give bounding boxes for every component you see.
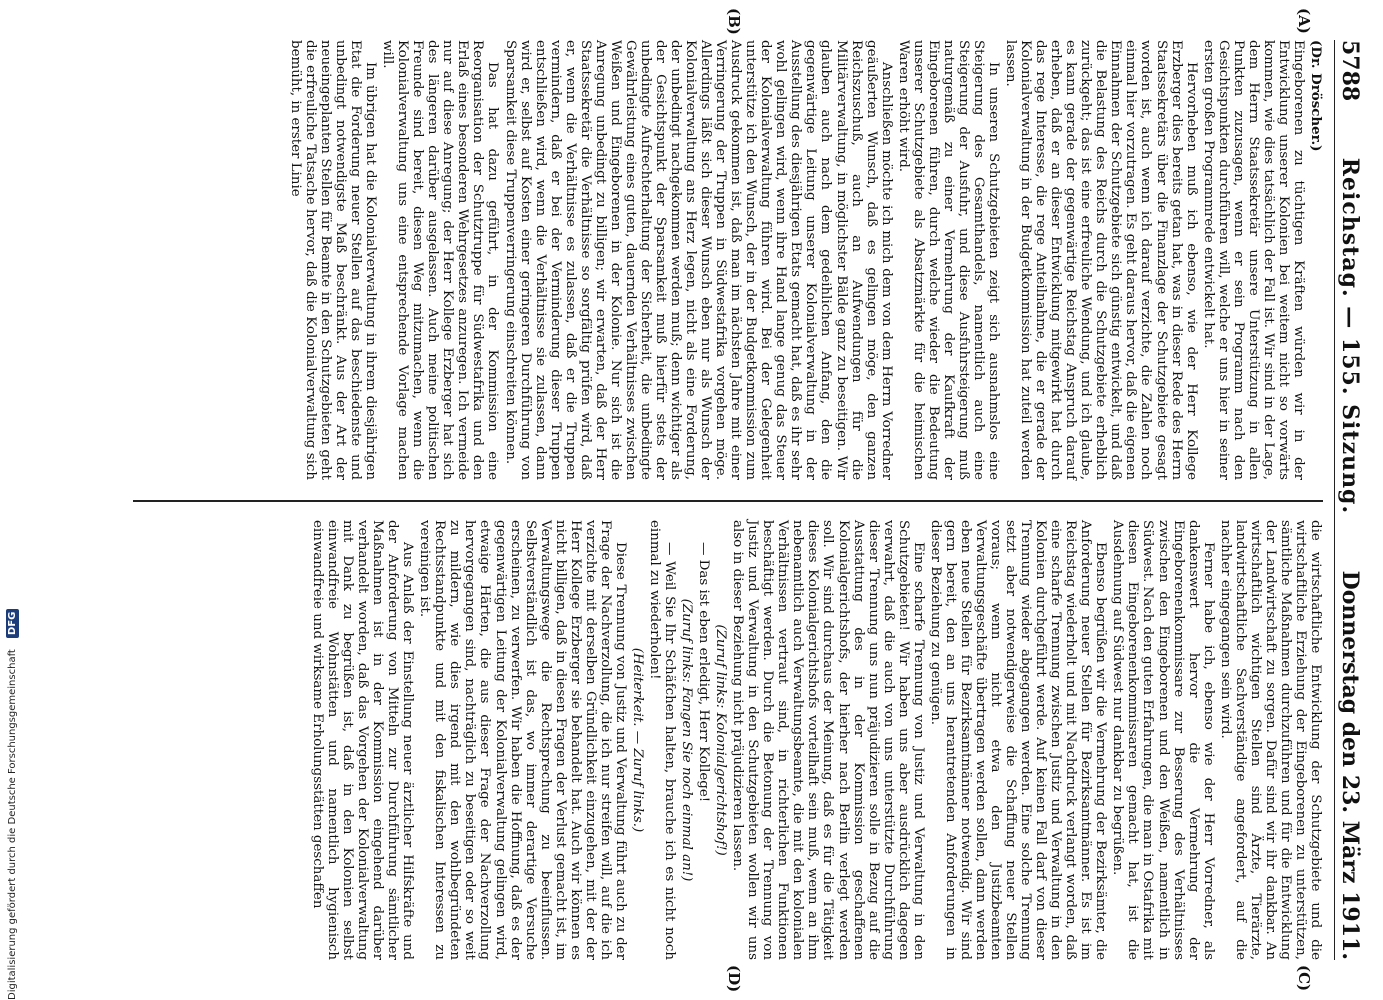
paragraph: die wirtschaftliche Entwicklung der Schutzgebiete und die wirtschaftliche Erziehung der Eingeborenen zu unterstützen, sämtliche Maßnahmen durchzuführen und für die Entwicklung der Landwirtschaft zu sorgen. Dafür sind wir ihr dankbar. An wirtschaftlich wichtigen Stellen sind Ärzte, Tierärzte, landwirtschaftliche Sachverständige angefordert, auf die nachher eingegangen sein wird.	[1217, 520, 1323, 960]
margin-marker-a: (A)	[1295, 8, 1313, 34]
digitization-credit	[2, 0, 24, 1000]
interjection: (Zuruf links: Kolonialgerichtshof!)	[713, 624, 729, 856]
paragraph: Diese Trennung von Justiz und Verwaltung führt auch zu der Frage der Nachverzollung, die ich nur streifen will, auf die ich verzichte mit derselben Gründlichkeit einzugehen, mit der der Herr Kollege Erzberger sie behandelt hat. Auch wir können es nicht billigen, daß in diesen Fragen der Verlust gemacht ist, im Verwaltungswege die Rechtsprechung zu beeinflussen. Selbstverständlich ist das, wo immer derartige Versuche erscheinen, zu verwerfen. Wir haben die Hoffnung, daß es der gegenwärtigen Leitung der Kolonialverwaltung gelingen wird, etwaige Härten, die aus dieser Frage der Nachverzollung hervorgegangen sind, nachträglich zu beseitigen oder so weit zu mildern, wie dies irgend mit den wohlbegründeten Rechtsstandpunkte und mit den fiskalischen Interessen zu vereinigen ist.	[417, 520, 628, 960]
interjection: (Zuruf links: Fangen Sie noch einmal an!)	[679, 598, 695, 882]
speaker-label: (Dr. Dröscher.)	[1308, 40, 1324, 152]
paragraph: Eingeborenen zu tüchtigen Kräften würden wir in der Entwicklung unserer Kolonien bei weitem nicht so vorwärts kommen, wie dies tatsächlich der Fall ist. Wir sind in der Lage, dem Herrn Staatssekretär unsere Unterstützung in allen Punkten zuzusagen, wenn er sein Programm nach den Gesichtspunkten durchführen will, welche er uns hier in seiner ersten großen Programmrede entwickelt hat.	[1200, 40, 1306, 480]
margin-marker-d: (D)	[725, 965, 743, 993]
paragraph: Anschließen möchte ich mich dem von dem Herrn Vorredner geäußerten Wunsch, daß es gelingen möge, den ganzen Reichszuschuß, auch an Aufwendungen für die Militärverwaltung, in möglichster Bälde ganz zu beseitigen. Wir glauben auch nach dem gedeihlichen Anfang, den die gegenwärtige Leitung unserer Kolonialverwaltung in der Ausstellung des diesjährigen Etats gemacht hat, daß es ihr sehr wohl gelingen wird, wenn ihre Hand lange genug das Steuer der Kolonialverwaltung führen wird. Bei der Gelegenheit unterstütze ich den Wunsch, der in der Budgetkommission zum Ausdruck gekommen ist, daß man im nächsten Jahre mit einer Verringerung der Truppen in Südwestafrika vorgehen möge. Allerdings läßt sich dieser Wunsch eben nur als Wunsch der Kolonialverwaltung ans Herz legen, nicht als eine Forderung, der unbedingt nachgekommen werden muß; denn wichtiger als der Gesichtspunkt der Sparsamkeit muß hierfür stets der unbedingte Aufrechterhaltung der Sicherheit, die unbedingte Gewährleistung eines guten, dauernden Verhältnisses zwischen Weißen und Eingeborenen in der Kolonie. Nur sich ist die Anregung unbedingt zu billigen; wir erwarten, daß der Herr Staatssekretär die Verhältnisse so sorgfältig prüfen wird, daß er, wenn die Verhältnisse es zulassen, daß er die Truppen vermindern, daß er bei der Verminderung dieser Truppen entschließen wird, wenn die Verhältnisse sie zulassen, dann wird er, selbst auf Kosten einer geringeren Durchführung von Sparsamkeit diese Truppenverringerung einschreiten können.	[502, 40, 894, 480]
paragraph: Das hat dazu geführt, in der Kommission eine Reorganisation der Schutztruppe für Südwestafrika und den Erlaß eines besonderen Wehrgesetzes anzuregen. Ich vermeide nur auf diese Anregung; der Herr Kollege Erzberger hat sich des längeren darüber ausgelassen. Auch meine politischen Freunde sind bereit, diesen Weg mitzumachen, wenn die Kolonialverwaltung uns eine entsprechende Vorlage machen will.	[380, 40, 501, 480]
right-column	[308, 520, 1323, 960]
paragraph: Aus Anlaß der Einstellung neuer ärztlicher Hilfskräfte und der Anforderung von Mitteln zur Durchführung sämtlicher Maßnahmen ist in der Kommission eingehend darüber verhandelt worden, daß das Vorgehen der Kolonialverwaltung mit Dank zu begrüßen ist, daß in den Kolonien selbst einwandfreie Wohnstätten und namentlich hygienisch einwandfreie und wirksame Erholungsstätten geschaffen	[309, 520, 416, 960]
dfg-logo: DFG	[6, 609, 19, 638]
paragraph: In unseren Schutzgebieten zeigt sich ausnahmslos eine Steigerung des Gesamthandels, namentlich auch eine Steigerung der Ausfuhr, und diese Ausfuhrsteigerung muß naturgemäß zu einer Vermehrung der Kaufkraft der Eingeborenen führen, durch welche wieder die Bedeutung unserer Schutzgebiete als Absatzmärkte für die heimischen Waren erhöht wird.	[895, 40, 1002, 480]
paragraph: Ebenso begrüßen wir die Vermehrung der Bezirksämter, die Anforderung neuer Stellen für Bezirksamtmänner. Es ist im Reichstag wiederholt und mit Nachdruck verlangt worden, daß eine scharfe Trennung zwischen Justiz und Verwaltung in den Kolonien durchgeführt werde. Auf keinen Fall darf von dieser Trennung wieder abgegangen werden. Eine solche Trennung setzt aber notwendigerweise die Schaffung neuer Stellen voraus; wenn nicht etwa den Justizbeamten Verwaltungsgeschäfte übertragen werden sollen, dann werden eben neue Stellen für Bezirksamtmänner notwendig. Wir sind gern bereit, den an uns herantretenden Anforderungen in dieser Beziehung zu genügen.	[927, 520, 1109, 960]
left-column	[286, 40, 1323, 480]
paragraph: — Das ist eben erledigt, Herr Kollege!	[696, 542, 712, 803]
paragraph: — Weil Sie Ihr Schäfchen halten, brauche ich es nicht noch einmal zu wiederholen!	[646, 520, 678, 960]
margin-marker-c: (C)	[1295, 965, 1313, 992]
paragraph: Hervorheben muß ich ebenso, wie der Herr Kollege Erzberger dies bereits getan hat, was in dieser Rede des Herrn Staatssekretärs über die Finanzlage der Schutzgebiete gesagt worden ist, auch wenn ich darauf verzichte, die Zahlen noch einmal hier vorzutragen. Es geht daraus hervor, daß die eigenen Einnahmen der Schutzgebiete sich günstig entwickelt, und daß die Belastung des Reichs durch die Schutzgebiete erheblich zurückgeht; das ist eine erfreuliche Wendung, und ich glaube, es kann gerade der gegenwärtige Reichstag Anspruch darauf erheben, daß er an dieser Entwicklung mitgewirkt hat durch das rege Interesse, die rege Anteilnahme, die er gerade der Kolonialverwaltung in der Budgetkommission hat zuteil werden lassen.	[1003, 40, 1199, 480]
column-divider	[133, 500, 1323, 502]
paragraph: Ferner habe ich, ebenso wie der Herr Vorredner, als dankenswert hervor die Vermehrung der Eingeborenenkommissare zur Besserung des Verhältnisses zwischen den Eingeborenen und den Weißen, namentlich in Südwest. Nach den guten Erfahrungen, die man in Ostafrika mit diesen Eingeborenenkommissaren gemacht hat, ist die Ausdehnung auf Südwest nur dankbar zu begrüßen.	[1110, 520, 1216, 960]
running-header	[1334, 40, 1365, 960]
paragraph: Im übrigen hat die Kolonialverwaltung in ihrem diesjährigen Etat die Forderung neuer Stellen auf das beschiedenste und unbedingt notwendigste Maß beschränkt. Aus der Art der neueingeplanten Stellen für Beamte in den Schutzgebieten geht die erfreuliche Tatsache hervor, daß die Kolonialverwaltung sich bemüht, in erster Linie	[287, 40, 379, 480]
credit-text: Digitalisierung gefördert durch die Deutsche Forschungsgemeinschaft	[7, 649, 18, 1000]
document-page	[43, 0, 1383, 1000]
paragraph: Eine scharfe Trennung von Justiz und Verwaltung in den Schutzgebieten! Wir haben uns aber ausdrücklich dagegen verwahrt, daß die auch von uns unterstützte Durchführung dieser Trennung uns nun präjudizieren solle in Bezug auf die Ausstattung des in der Kommission geschaffenen Kolonialgerichtshofs, der hierher nach Berlin verlegt werden soll. Wir sind durchaus der Meinung, daß es für die Tätigkeit dieses Kolonialgerichtshofs vorteilhaft sein muß, wenn an ihm nebenamtlich auch Verwaltungsbeamte, die mit den kolonialen Verhältnissen vertraut sind, in richterlichen Funktionen beschäftigt werden. Durch die Betonung der Trennung von Justiz und Verwaltung in den Schutzgebieten wollen wir uns also in dieser Beziehung nicht präjudizieren lassen.	[730, 520, 926, 960]
interjection: (Heiterkeit. — Zuruf links.)	[629, 647, 645, 833]
page-number: 5788	[1337, 40, 1363, 102]
session-date: Donnerstag den 23. März 1911.	[1337, 570, 1363, 960]
running-title: Reichstag. — 155. Sitzung.	[1337, 157, 1363, 515]
margin-marker-b: (B)	[725, 8, 743, 35]
